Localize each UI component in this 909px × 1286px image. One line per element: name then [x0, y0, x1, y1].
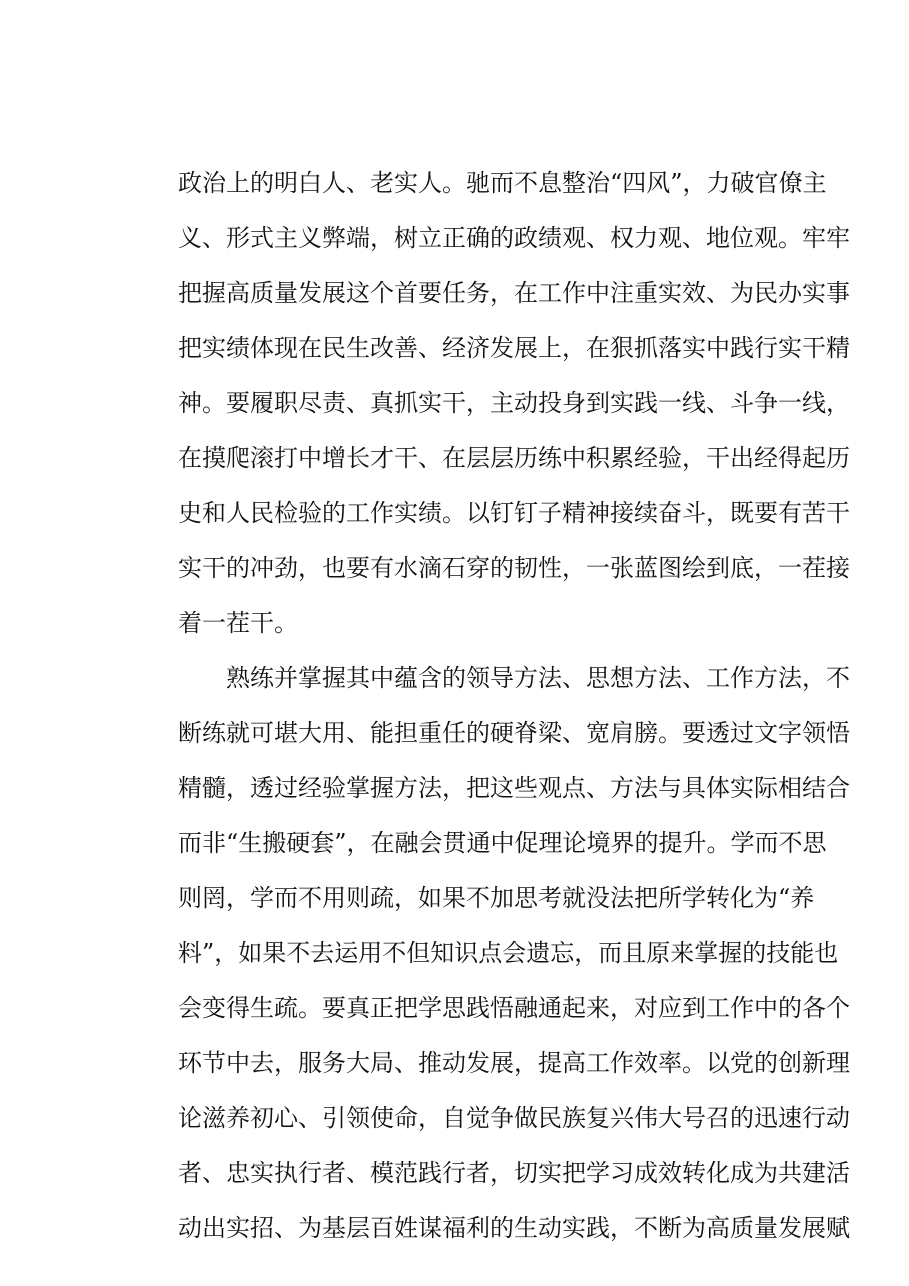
text-line: 则罔，学而不用则疏，如果不加思考就没法把所学转化为“养 — [178, 884, 815, 912]
text-line: 神。要履职尽责、真抓实干，主动投身到实践一线、斗争一线， — [178, 389, 850, 417]
text-line: 精髓，透过经验掌握方法，把这些观点、方法与具体实际相结合 — [178, 774, 850, 802]
text-line: 实干的冲劲，也要有水滴石穿的韧性，一张蓝图绘到底，一茬接 — [178, 554, 850, 582]
text-line: 料”，如果不去运用不但知识点会遗忘，而且原来掌握的技能也 — [178, 939, 839, 967]
text-line: 者、忠实执行者、模范践行者，切实把学习成效转化成为共建活 — [178, 1159, 850, 1187]
text-line: 把握高质量发展这个首要任务，在工作中注重实效、为民办实事 — [178, 279, 850, 307]
text-line: 史和人民检验的工作实绩。以钉钉子精神接续奋斗，既要有苦干 — [178, 499, 850, 527]
text-line: 义、形式主义弊端，树立正确的政绩观、权力观、地位观。牢牢 — [178, 224, 850, 252]
text-line: 环节中去，服务大局、推动发展，提高工作效率。以党的创新理 — [178, 1049, 850, 1077]
text-line: 论滋养初心、引领使命，自觉争做民族复兴伟大号召的迅速行动 — [178, 1104, 850, 1132]
text-line: 断练就可堪大用、能担重任的硬脊梁、宽肩膀。要透过文字领悟 — [178, 719, 850, 747]
text-line: 着一茬干。 — [178, 609, 298, 637]
text-line: 动出实招、为基层百姓谋福利的生动实践，不断为高质量发展赋 — [178, 1214, 850, 1242]
text-line: 在摸爬滚打中增长才干、在层层历练中积累经验，干出经得起历 — [178, 444, 850, 472]
paragraph-first-line: 熟练并掌握其中蕴含的领导方法、思想方法、工作方法，不 — [226, 664, 850, 692]
text-line: 把实绩体现在民生改善、经济发展上，在狠抓落实中践行实干精 — [178, 334, 850, 362]
text-line: 政治上的明白人、老实人。驰而不息整治“四风”，力破官僚主 — [178, 169, 827, 197]
text-line: 会变得生疏。要真正把学思践悟融通起来，对应到工作中的各个 — [178, 994, 850, 1022]
text-line: 而非“生搬硬套”，在融会贯通中促理论境界的提升。学而不思 — [178, 829, 827, 857]
